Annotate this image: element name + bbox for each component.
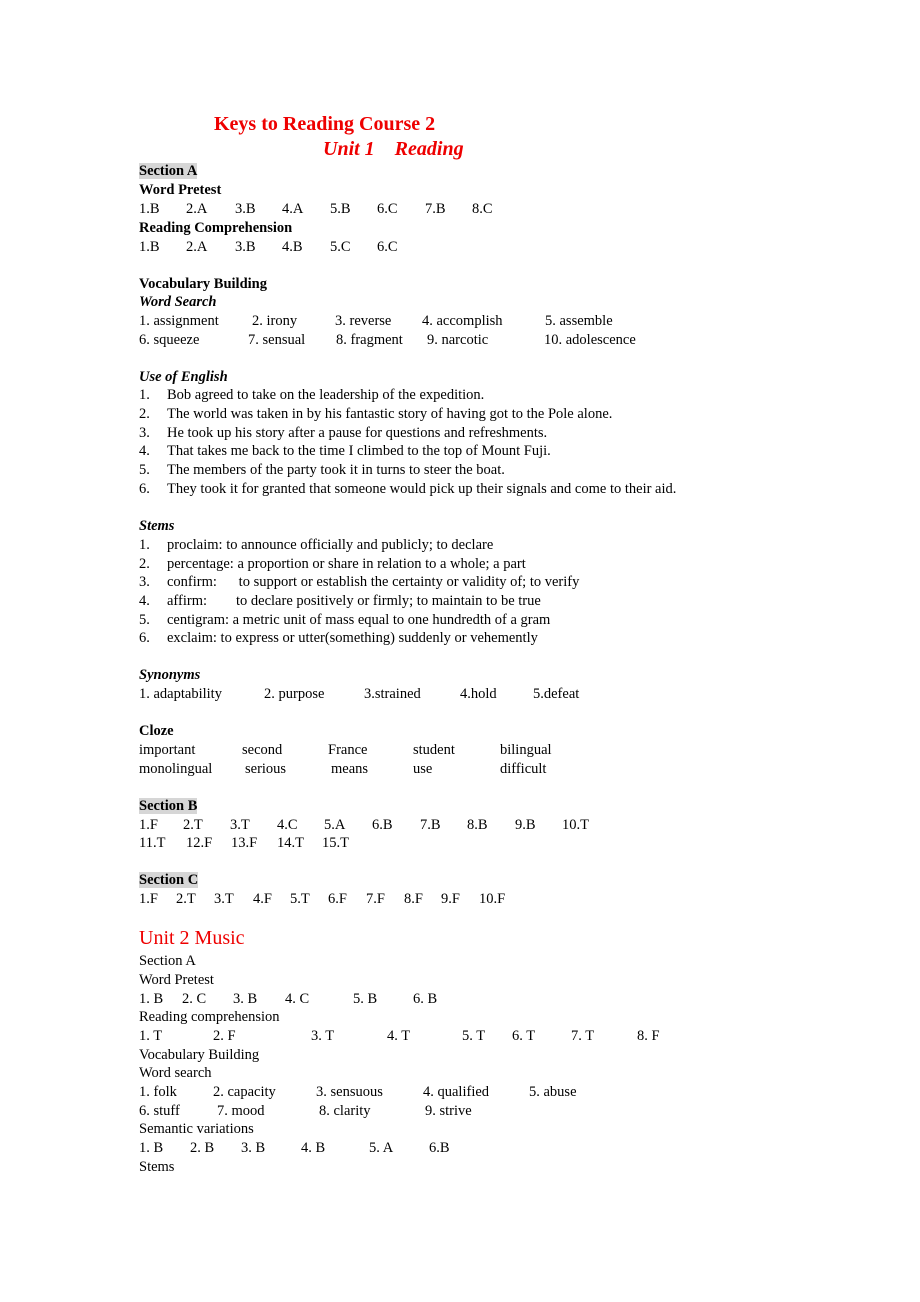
answer: 6.C — [377, 201, 398, 217]
answer: 9. strive — [425, 1103, 472, 1119]
item-number: 3. — [139, 574, 150, 590]
answer: difficult — [500, 761, 547, 777]
answer: 1. assignment — [139, 313, 219, 329]
answer: 10.F — [479, 891, 506, 907]
answer: 3.B — [235, 201, 256, 217]
answer: 2.A — [186, 201, 208, 217]
item-text: They took it for granted that someone would pick up their signals and come to their aid. — [167, 481, 677, 497]
answer: 1. B — [139, 991, 164, 1007]
item-number: 5. — [139, 462, 150, 478]
answer: use — [413, 761, 433, 777]
answer: 1. B — [139, 1140, 164, 1156]
answer: 4. qualified — [423, 1084, 490, 1100]
item-text: The members of the party took it in turns to steer the boat. — [167, 462, 505, 478]
answer: 6. T — [512, 1028, 536, 1044]
u2-semantic-variations-label: Semantic variations — [139, 1121, 254, 1137]
answer: 12.F — [186, 835, 213, 851]
answer: 6.F — [328, 891, 347, 907]
answer: second — [242, 742, 283, 758]
answer: 7.B — [420, 817, 441, 833]
answer: 5.defeat — [533, 686, 580, 702]
item-number: 2. — [139, 556, 150, 572]
answer: 8. clarity — [319, 1103, 371, 1119]
answer: 2.T — [176, 891, 196, 907]
answer: 4.B — [282, 239, 303, 255]
answer: means — [331, 761, 369, 777]
answer: 6.C — [377, 239, 398, 255]
answer: 14.T — [277, 835, 304, 851]
answer: 1. adaptability — [139, 686, 222, 702]
u1-vocab-building-label: Vocabulary Building — [139, 276, 267, 292]
item-text: proclaim: to announce officially and publicly; to declare — [167, 537, 494, 553]
u2-stems-label: Stems — [139, 1159, 175, 1175]
answer: 3. B — [233, 991, 258, 1007]
answer: 1.B — [139, 239, 160, 255]
answer: 8. F — [637, 1028, 660, 1044]
u2-section-a-label: Section A — [139, 953, 196, 969]
answer: 8. fragment — [336, 332, 403, 348]
item-text: percentage: a proportion or share in relation to a whole; a part — [167, 556, 526, 572]
answer: 3. B — [241, 1140, 266, 1156]
answer: 11.T — [139, 835, 166, 851]
answer: 4. T — [387, 1028, 411, 1044]
item-number: 3. — [139, 425, 150, 441]
answer: 6. squeeze — [139, 332, 200, 348]
answer: 8.B — [467, 817, 488, 833]
unit-2-heading: Unit 2 Music — [139, 927, 245, 949]
answer: 4.A — [282, 201, 304, 217]
answer: 3.strained — [364, 686, 421, 702]
answer: 2.T — [183, 817, 203, 833]
answer: 4. accomplish — [422, 313, 503, 329]
item-number: 4. — [139, 593, 150, 609]
answer: 4.hold — [460, 686, 497, 702]
u1-word-search-label: Word Search — [139, 294, 217, 310]
item-number: 6. — [139, 481, 150, 497]
answer: 3. T — [311, 1028, 335, 1044]
item-number: 2. — [139, 406, 150, 422]
answer: monolingual — [139, 761, 213, 777]
answer: 1.B — [139, 201, 160, 217]
answer: important — [139, 742, 196, 758]
answer: 8.F — [404, 891, 423, 907]
answer: 1.F — [139, 891, 158, 907]
answer: 15.T — [322, 835, 349, 851]
answer: 4.C — [277, 817, 298, 833]
answer: 5. B — [353, 991, 378, 1007]
answer: 9.F — [441, 891, 460, 907]
answer: 3.B — [235, 239, 256, 255]
u1-reading-comp-label: Reading Comprehension — [139, 220, 293, 236]
unit-1-heading: Unit 1 Reading — [323, 138, 464, 160]
answer: 5. assemble — [545, 313, 613, 329]
answer: 6.B — [429, 1140, 450, 1156]
answer: 8.C — [472, 201, 493, 217]
answer: 3. reverse — [335, 313, 392, 329]
answer: serious — [245, 761, 287, 777]
answer: 5.B — [330, 201, 351, 217]
document-title: Keys to Reading Course 2 — [214, 113, 436, 135]
item-text: He took up his story after a pause for questions and refreshments. — [167, 425, 548, 441]
answer: 5.T — [290, 891, 310, 907]
answer: 3.T — [230, 817, 250, 833]
item-text: centigram: a metric unit of mass equal to one hundredth of a gram — [167, 612, 551, 628]
answer: 5.A — [324, 817, 346, 833]
answer: 7. sensual — [248, 332, 306, 348]
answer: 6. B — [413, 991, 438, 1007]
item-number: 1. — [139, 537, 150, 553]
answer: 13.F — [231, 835, 258, 851]
answer: 7.F — [366, 891, 385, 907]
u1-stems-label: Stems — [139, 518, 175, 534]
answer: 2. purpose — [264, 686, 325, 702]
answer: 2.A — [186, 239, 208, 255]
answer: 3.T — [214, 891, 234, 907]
u1-section-a-heading: Section A — [139, 163, 198, 179]
u1-cloze-label: Cloze — [139, 723, 174, 739]
item-number: 1. — [139, 387, 150, 403]
answer: 2. B — [190, 1140, 215, 1156]
answer: 7. mood — [217, 1103, 265, 1119]
item-text: affirm: to declare positively or firmly; to maintain to be true — [167, 593, 541, 609]
u1-section-c-heading: Section C — [139, 872, 199, 888]
item-text: The world was taken in by his fantastic story of having got to the Pole alone. — [167, 406, 613, 422]
answer: 6.B — [372, 817, 393, 833]
answer: 7. T — [571, 1028, 595, 1044]
answer: France — [328, 742, 368, 758]
answer: 5. abuse — [529, 1084, 577, 1100]
answer: 6. stuff — [139, 1103, 180, 1119]
u2-word-search-label: Word search — [139, 1065, 212, 1081]
answer: 2. C — [182, 991, 207, 1007]
answer: 10.T — [562, 817, 589, 833]
answer: 1. T — [139, 1028, 163, 1044]
answer: 9. narcotic — [427, 332, 489, 348]
item-text: confirm: to support or establish the certainty or validity of; to verify — [167, 574, 580, 590]
answer: 3. sensuous — [316, 1084, 383, 1100]
answer: bilingual — [500, 742, 552, 758]
u1-use-of-english-label: Use of English — [139, 369, 228, 385]
answer: 5. T — [462, 1028, 486, 1044]
answer: 4. C — [285, 991, 310, 1007]
u2-reading-comp-label: Reading comprehension — [139, 1009, 280, 1025]
answer: 9.B — [515, 817, 536, 833]
u1-word-pretest-label: Word Pretest — [139, 182, 222, 198]
answer: 1. folk — [139, 1084, 177, 1100]
u1-section-b-heading: Section B — [139, 798, 198, 814]
answer: 1.F — [139, 817, 158, 833]
answer: student — [413, 742, 455, 758]
u2-vocab-building-label: Vocabulary Building — [139, 1047, 260, 1063]
answer: 4.F — [253, 891, 272, 907]
item-text: exclaim: to express or utter(something) suddenly or vehemently — [167, 630, 538, 646]
answer: 2. capacity — [213, 1084, 276, 1100]
item-text: That takes me back to the time I climbed to the top of Mount Fuji. — [167, 443, 551, 459]
u1-synonyms-label: Synonyms — [139, 667, 201, 683]
answer: 10. adolescence — [544, 332, 636, 348]
answer: 5.C — [330, 239, 351, 255]
item-number: 6. — [139, 630, 150, 646]
answer: 5. A — [369, 1140, 394, 1156]
answer: 2. F — [213, 1028, 236, 1044]
answer: 7.B — [425, 201, 446, 217]
item-number: 5. — [139, 612, 150, 628]
item-text: Bob agreed to take on the leadership of the expedition. — [167, 387, 485, 403]
u2-word-pretest-label: Word Pretest — [139, 972, 214, 988]
item-number: 4. — [139, 443, 150, 459]
answer: 2. irony — [252, 313, 298, 329]
answer: 4. B — [301, 1140, 326, 1156]
